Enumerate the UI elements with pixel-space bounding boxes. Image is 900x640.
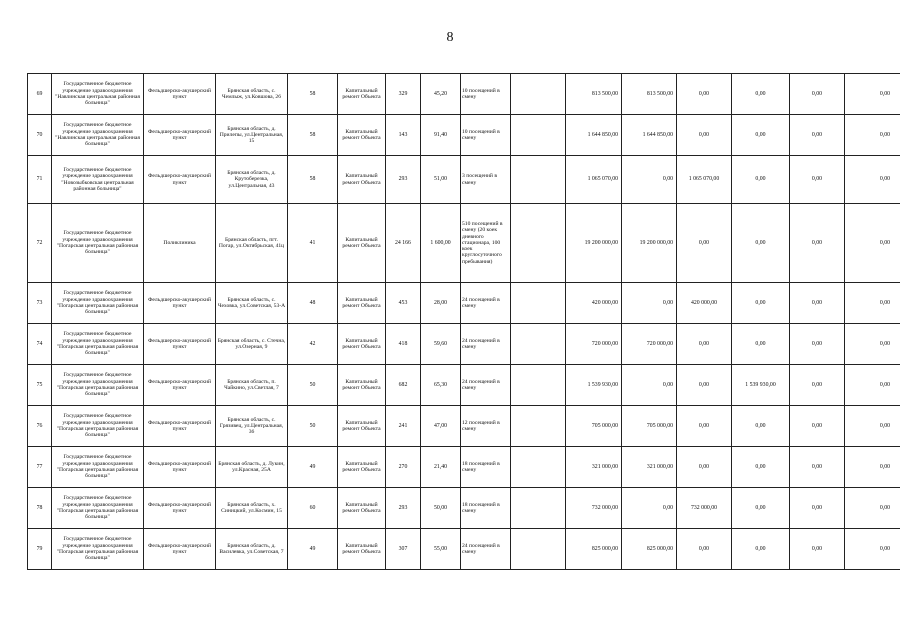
funding-cell: 0,00 <box>732 204 790 283</box>
address-cell: Брянская область, с. Стечна, ул.Озерная, 9 <box>216 324 288 365</box>
total-cost-cell: 732 000,00 <box>566 488 622 529</box>
total-cost-cell: 705 000,00 <box>566 406 622 447</box>
code-cell: 42 <box>288 324 338 365</box>
organization-cell: Государственное бюджетное учреждение здравоохранения "Погарская центральная районная больница" <box>52 529 144 570</box>
row-number-cell: 75 <box>28 365 52 406</box>
funding-cell: 0,00 <box>732 283 790 324</box>
empty-cell <box>511 488 566 529</box>
table-body <box>28 74 900 570</box>
value-cell: 55,00 <box>421 529 461 570</box>
address-cell: Брянская область, с. Чемлыж, ул.Ковшова, 26 <box>216 74 288 115</box>
organization-cell: Государственное бюджетное учреждение здравоохранения "Погарская центральная районная больница" <box>52 204 144 283</box>
code-cell: 48 <box>288 283 338 324</box>
funding-cell: 0,00 <box>732 447 790 488</box>
address-cell: Брянская область, д. Василевка, ул.Советская, 7 <box>216 529 288 570</box>
total-cost-cell: 720 000,00 <box>566 324 622 365</box>
funding-cell: 0,00 <box>732 115 790 156</box>
empty-cell <box>511 324 566 365</box>
funding-cell: 0,00 <box>845 488 900 529</box>
funding-cell: 0,00 <box>732 156 790 204</box>
funding-cell: 705 000,00 <box>622 406 677 447</box>
funding-cell: 0,00 <box>677 365 732 406</box>
code-cell: 49 <box>288 529 338 570</box>
capacity-cell: 24 посещений в смену <box>461 365 511 406</box>
capacity-cell: 18 посещений в смену <box>461 488 511 529</box>
funding-cell: 825 000,00 <box>622 529 677 570</box>
funding-cell: 0,00 <box>622 156 677 204</box>
funding-cell: 0,00 <box>845 74 900 115</box>
work-type-cell: Капитальный ремонт Объекта <box>338 365 386 406</box>
funding-cell: 0,00 <box>845 156 900 204</box>
work-type-cell: Капитальный ремонт Объекта <box>338 283 386 324</box>
funding-cell: 0,00 <box>845 529 900 570</box>
funding-cell: 0,00 <box>845 406 900 447</box>
funding-cell: 0,00 <box>677 74 732 115</box>
value-cell: 28,00 <box>421 283 461 324</box>
organization-cell: Государственное бюджетное учреждение здравоохранения "Навлинская центральная районная больница" <box>52 74 144 115</box>
work-type-cell: Капитальный ремонт Объекта <box>338 529 386 570</box>
organization-cell: Государственное бюджетное учреждение здравоохранения "Погарская центральная районная больница" <box>52 488 144 529</box>
funding-cell: 0,00 <box>732 529 790 570</box>
area-cell: 453 <box>386 283 421 324</box>
funding-cell: 0,00 <box>790 447 845 488</box>
row-number-cell: 71 <box>28 156 52 204</box>
funding-cell: 720 000,00 <box>622 324 677 365</box>
table-row <box>28 529 900 570</box>
value-cell: 51,00 <box>421 156 461 204</box>
empty-cell <box>511 406 566 447</box>
empty-cell <box>511 447 566 488</box>
address-cell: Брянская область, д. Лукин, ул.Красная, 25А <box>216 447 288 488</box>
facility-type-cell: Фельдшерско-акушерский пункт <box>144 283 216 324</box>
funding-cell: 0,00 <box>677 529 732 570</box>
empty-cell <box>511 204 566 283</box>
code-cell: 58 <box>288 74 338 115</box>
funding-cell: 0,00 <box>677 406 732 447</box>
total-cost-cell: 19 200 000,00 <box>566 204 622 283</box>
funding-cell: 1 539 930,00 <box>732 365 790 406</box>
funding-cell: 0,00 <box>677 447 732 488</box>
address-cell: Брянская область, с. Грязивец, ул.Центральная, 36 <box>216 406 288 447</box>
funding-cell: 0,00 <box>677 324 732 365</box>
total-cost-cell: 1 644 850,00 <box>566 115 622 156</box>
funding-cell: 0,00 <box>845 283 900 324</box>
empty-cell <box>511 365 566 406</box>
empty-cell <box>511 529 566 570</box>
funding-cell: 0,00 <box>790 488 845 529</box>
value-cell: 47,00 <box>421 406 461 447</box>
address-cell: Брянская область, х. Синицкий, ул.Космин, 15 <box>216 488 288 529</box>
empty-cell <box>511 283 566 324</box>
capacity-cell: 18 посещений в смену <box>461 447 511 488</box>
facility-type-cell: Фельдшерско-акушерский пункт <box>144 156 216 204</box>
funding-cell: 0,00 <box>845 365 900 406</box>
code-cell: 50 <box>288 406 338 447</box>
capacity-cell: 10 посещений в смену <box>461 74 511 115</box>
funding-cell: 1 065 070,00 <box>677 156 732 204</box>
funding-cell: 0,00 <box>677 115 732 156</box>
facility-type-cell: Фельдшерско-акушерский пункт <box>144 488 216 529</box>
work-type-cell: Капитальный ремонт Объекта <box>338 74 386 115</box>
area-cell: 143 <box>386 115 421 156</box>
value-cell: 59,60 <box>421 324 461 365</box>
area-cell: 24 166 <box>386 204 421 283</box>
row-number-cell: 79 <box>28 529 52 570</box>
funding-cell: 1 644 850,00 <box>622 115 677 156</box>
empty-cell <box>511 115 566 156</box>
table-row <box>28 365 900 406</box>
facility-type-cell: Фельдшерско-акушерский пункт <box>144 115 216 156</box>
area-cell: 270 <box>386 447 421 488</box>
row-number-cell: 77 <box>28 447 52 488</box>
funding-cell: 0,00 <box>790 115 845 156</box>
total-cost-cell: 321 000,00 <box>566 447 622 488</box>
funding-cell: 0,00 <box>622 283 677 324</box>
funding-cell: 813 500,00 <box>622 74 677 115</box>
capacity-cell: 24 посещений в смену <box>461 283 511 324</box>
funding-cell: 0,00 <box>732 406 790 447</box>
organization-cell: Государственное бюджетное учреждение здравоохранения "Погарская центральная районная больница" <box>52 324 144 365</box>
funding-cell: 19 200 000,00 <box>622 204 677 283</box>
organization-cell: Государственное бюджетное учреждение здравоохранения "Погарская центральная районная больница" <box>52 365 144 406</box>
funding-cell: 0,00 <box>790 324 845 365</box>
funding-cell: 0,00 <box>845 204 900 283</box>
funding-cell: 0,00 <box>790 406 845 447</box>
work-type-cell: Капитальный ремонт Объекта <box>338 204 386 283</box>
work-type-cell: Капитальный ремонт Объекта <box>338 406 386 447</box>
funding-cell: 0,00 <box>677 204 732 283</box>
area-cell: 241 <box>386 406 421 447</box>
address-cell: Брянская область, д. Прилепы, ул.Центральная, 15 <box>216 115 288 156</box>
facility-type-cell: Фельдшерско-акушерский пункт <box>144 447 216 488</box>
code-cell: 58 <box>288 156 338 204</box>
facility-type-cell: Фельдшерско-акушерский пункт <box>144 529 216 570</box>
funding-cell: 0,00 <box>622 488 677 529</box>
total-cost-cell: 813 500,00 <box>566 74 622 115</box>
row-number-cell: 74 <box>28 324 52 365</box>
facility-type-cell: Фельдшерско-акушерский пункт <box>144 365 216 406</box>
value-cell: 21,40 <box>421 447 461 488</box>
table-row <box>28 324 900 365</box>
area-cell: 329 <box>386 74 421 115</box>
funding-cell: 0,00 <box>790 529 845 570</box>
funding-cell: 0,00 <box>845 447 900 488</box>
table-row <box>28 74 900 115</box>
address-cell: Брянская область, с. Чеховка, ул.Советская, 53-А <box>216 283 288 324</box>
funding-cell: 0,00 <box>622 365 677 406</box>
code-cell: 58 <box>288 115 338 156</box>
code-cell: 60 <box>288 488 338 529</box>
work-type-cell: Капитальный ремонт Объекта <box>338 115 386 156</box>
row-number-cell: 70 <box>28 115 52 156</box>
table-row <box>28 156 900 204</box>
capacity-cell: 510 посещений в смену (20 коек дневного стационара, 100 коек круглосуточного пребывания) <box>461 204 511 283</box>
row-number-cell: 69 <box>28 74 52 115</box>
facility-type-cell: Фельдшерско-акушерский пункт <box>144 324 216 365</box>
work-type-cell: Капитальный ремонт Объекта <box>338 324 386 365</box>
area-cell: 418 <box>386 324 421 365</box>
organization-cell: Государственное бюджетное учреждение здравоохранения "Погарская центральная районная больница" <box>52 283 144 324</box>
table-row <box>28 115 900 156</box>
code-cell: 49 <box>288 447 338 488</box>
row-number-cell: 72 <box>28 204 52 283</box>
work-type-cell: Капитальный ремонт Объекта <box>338 488 386 529</box>
table-row <box>28 283 900 324</box>
total-cost-cell: 1 065 070,00 <box>566 156 622 204</box>
area-cell: 307 <box>386 529 421 570</box>
funding-cell: 0,00 <box>790 365 845 406</box>
funding-cell: 0,00 <box>732 324 790 365</box>
organization-cell: Государственное бюджетное учреждение здравоохранения "Погарская центральная районная больница" <box>52 447 144 488</box>
row-number-cell: 78 <box>28 488 52 529</box>
value-cell: 91,40 <box>421 115 461 156</box>
address-cell: Брянская область, д. Крутоберезка, ул.Центральная, 43 <box>216 156 288 204</box>
area-cell: 682 <box>386 365 421 406</box>
empty-cell <box>511 156 566 204</box>
funding-cell: 420 000,00 <box>677 283 732 324</box>
table-row <box>28 447 900 488</box>
area-cell: 293 <box>386 488 421 529</box>
page-number: 8 <box>446 30 454 45</box>
facility-type-cell: Поликлиника <box>144 204 216 283</box>
capacity-cell: 3 посещений в смену <box>461 156 511 204</box>
organization-cell: Государственное бюджетное учреждение здравоохранения "Новозыбковская центральная районная больница" <box>52 156 144 204</box>
table-row <box>28 204 900 283</box>
row-number-cell: 73 <box>28 283 52 324</box>
total-cost-cell: 420 000,00 <box>566 283 622 324</box>
empty-cell <box>511 74 566 115</box>
capacity-cell: 24 посещений в смену <box>461 324 511 365</box>
table-row <box>28 488 900 529</box>
value-cell: 50,00 <box>421 488 461 529</box>
work-type-cell: Капитальный ремонт Объекта <box>338 156 386 204</box>
row-number-cell: 76 <box>28 406 52 447</box>
organization-cell: Государственное бюджетное учреждение здравоохранения "Погарская центральная районная больница" <box>52 406 144 447</box>
funding-cell: 0,00 <box>845 115 900 156</box>
organization-cell: Государственное бюджетное учреждение здравоохранения "Навлинская центральная районная больница" <box>52 115 144 156</box>
facility-repair-table <box>27 73 900 570</box>
address-cell: Брянская область, пгт. Погар, ул.Октябрьская, 41ц <box>216 204 288 283</box>
funding-cell: 0,00 <box>732 488 790 529</box>
capacity-cell: 24 посещений в смену <box>461 529 511 570</box>
value-cell: 45,20 <box>421 74 461 115</box>
value-cell: 65,30 <box>421 365 461 406</box>
value-cell: 1 600,00 <box>421 204 461 283</box>
facility-type-cell: Фельдшерско-акушерский пункт <box>144 74 216 115</box>
funding-cell: 0,00 <box>790 74 845 115</box>
funding-cell: 0,00 <box>790 283 845 324</box>
address-cell: Брянская область, п. Чайкино, ул.Светлая, 7 <box>216 365 288 406</box>
total-cost-cell: 1 539 930,00 <box>566 365 622 406</box>
funding-cell: 0,00 <box>790 204 845 283</box>
total-cost-cell: 825 000,00 <box>566 529 622 570</box>
capacity-cell: 10 посещений в смену <box>461 115 511 156</box>
funding-cell: 732 000,00 <box>677 488 732 529</box>
capacity-cell: 12 посещений в смену <box>461 406 511 447</box>
table-row <box>28 406 900 447</box>
work-type-cell: Капитальный ремонт Объекта <box>338 447 386 488</box>
funding-cell: 0,00 <box>790 156 845 204</box>
code-cell: 41 <box>288 204 338 283</box>
area-cell: 293 <box>386 156 421 204</box>
funding-cell: 321 000,00 <box>622 447 677 488</box>
code-cell: 50 <box>288 365 338 406</box>
facility-type-cell: Фельдшерско-акушерский пункт <box>144 406 216 447</box>
funding-cell: 0,00 <box>845 324 900 365</box>
funding-cell: 0,00 <box>732 74 790 115</box>
